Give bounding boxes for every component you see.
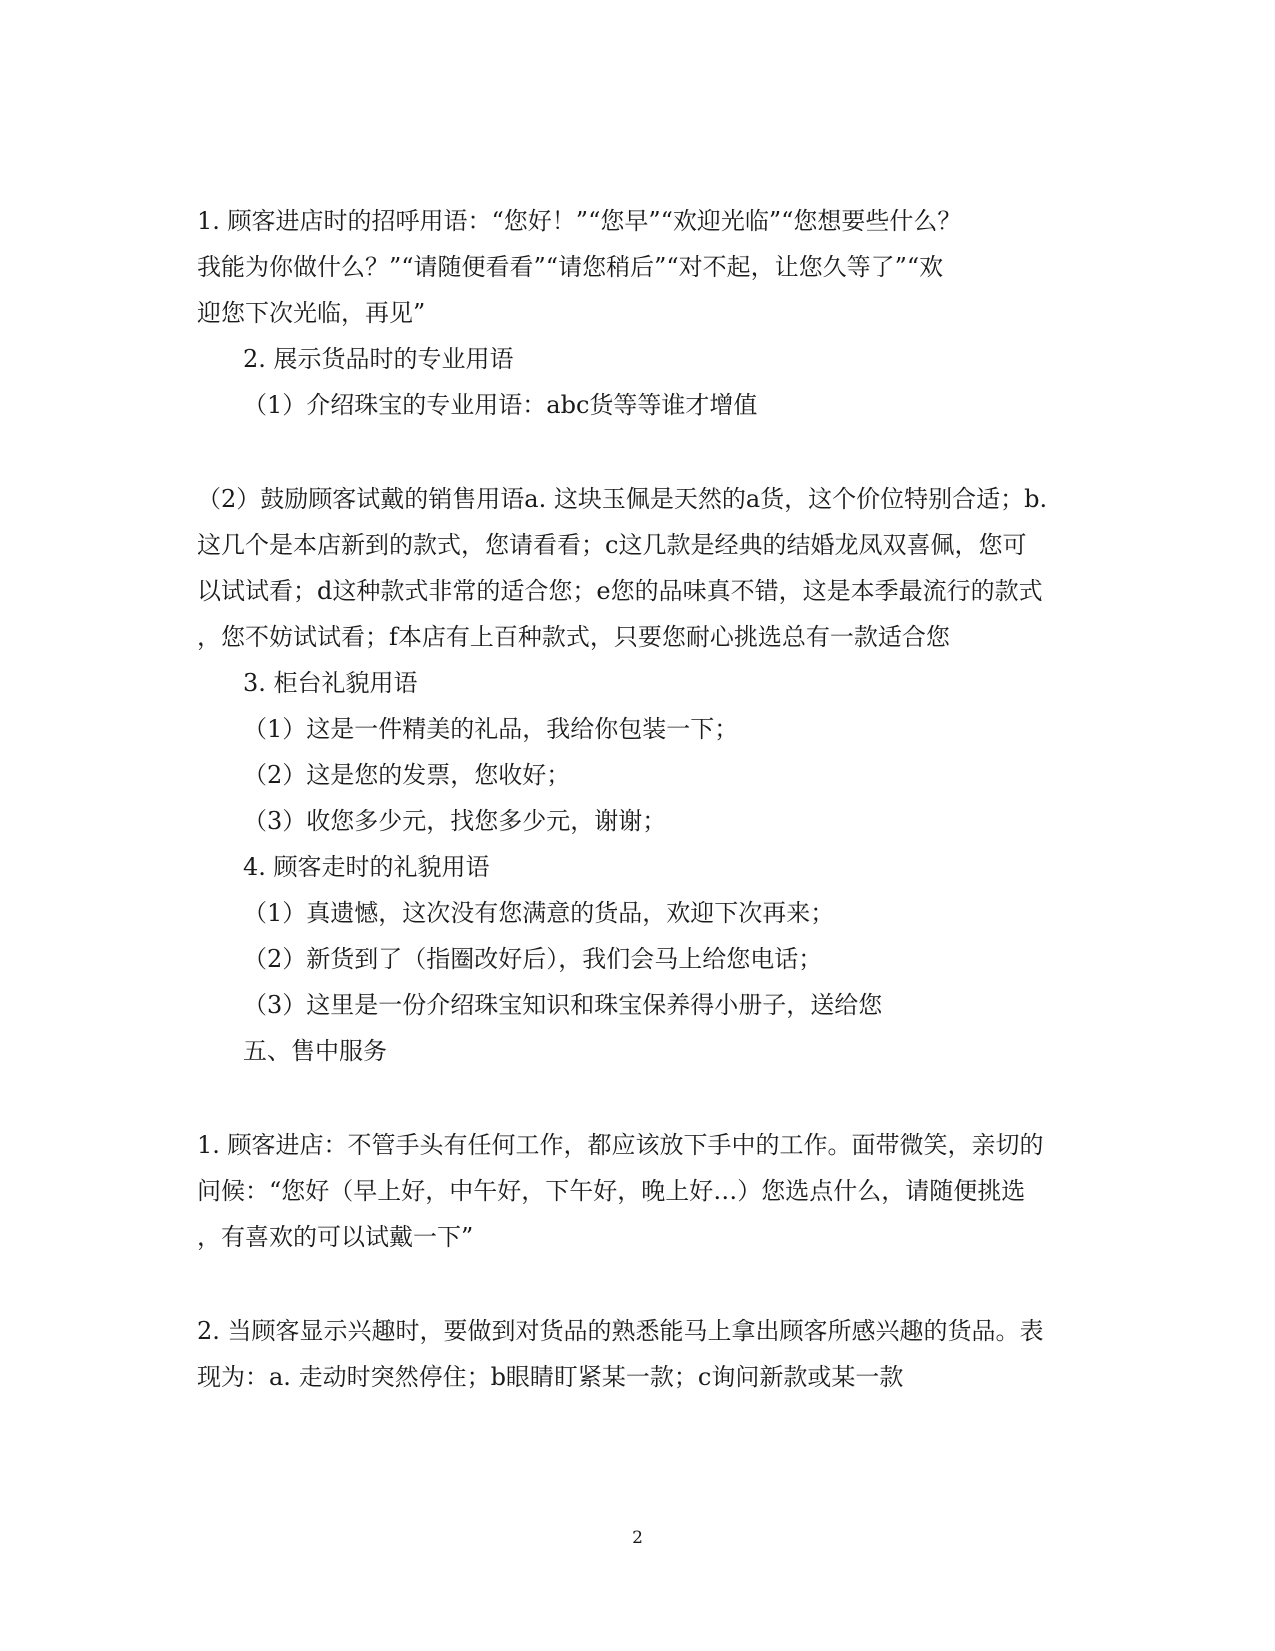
text-line: （1）真遗憾，这次没有您满意的货品，欢迎下次再来； [243, 899, 835, 927]
text-line: 1. 顾客进店时的招呼用语：“您好！”“您早”“欢迎光临”“您想要些什么？ [197, 207, 962, 235]
text-line: （2）新货到了（指圈改好后），我们会马上给您电话； [243, 945, 823, 973]
text-line: 这几个是本店新到的款式，您请看看；c这几款是经典的结婚龙凤双喜佩，您可 [197, 531, 1027, 559]
text-line: （2）这是您的发票，您收好； [243, 761, 571, 789]
text-line: （1）介绍珠宝的专业用语：abc货等等谁才增值 [243, 391, 758, 419]
text-line: 2. 当顾客显示兴趣时，要做到对货品的熟悉能马上拿出顾客所感兴趣的货品。表 [197, 1317, 1044, 1345]
text-line: 问候：“您好（早上好，中午好，下午好，晚上好…）您选点什么，请随便挑选 [197, 1177, 1026, 1205]
text-line: 现为：a. 走动时突然停住；b眼睛盯紧某一款；c询问新款或某一款 [197, 1363, 904, 1391]
page-number: 2 [632, 1528, 643, 1548]
section-heading: 4. 顾客走时的礼貌用语 [243, 853, 490, 881]
text-line: （2）鼓励顾客试戴的销售用语a. 这块玉佩是天然的a货，这个价位特别合适；b. [197, 485, 1048, 513]
text-line: （1）这是一件精美的礼品，我给你包装一下； [243, 715, 739, 743]
text-line: ，有喜欢的可以试戴一下” [197, 1223, 474, 1251]
section-heading: 3. 柜台礼貌用语 [243, 669, 418, 697]
text-line: （3）这里是一份介绍珠宝知识和珠宝保养得小册子，送给您 [243, 991, 883, 1019]
text-line: 我能为你做什么？”“请随便看看”“请您稍后”“对不起，让您久等了”“欢 [197, 253, 944, 281]
section-heading: 2. 展示货品时的专业用语 [243, 345, 514, 373]
text-line: （3）收您多少元，找您多少元，谢谢； [243, 807, 667, 835]
text-line: 1. 顾客进店：不管手头有任何工作，都应该放下手中的工作。面带微笑，亲切的 [197, 1131, 1044, 1159]
text-line: ，您不妨试试看；f本店有上百种款式，只要您耐心挑选总有一款适合您 [197, 623, 950, 651]
text-line: 迎您下次光临，再见” [197, 299, 426, 327]
section-heading: 五、售中服务 [243, 1037, 387, 1065]
text-line: 以试试看；d这种款式非常的适合您；e您的品味真不错，这是本季最流行的款式 [197, 577, 1043, 605]
